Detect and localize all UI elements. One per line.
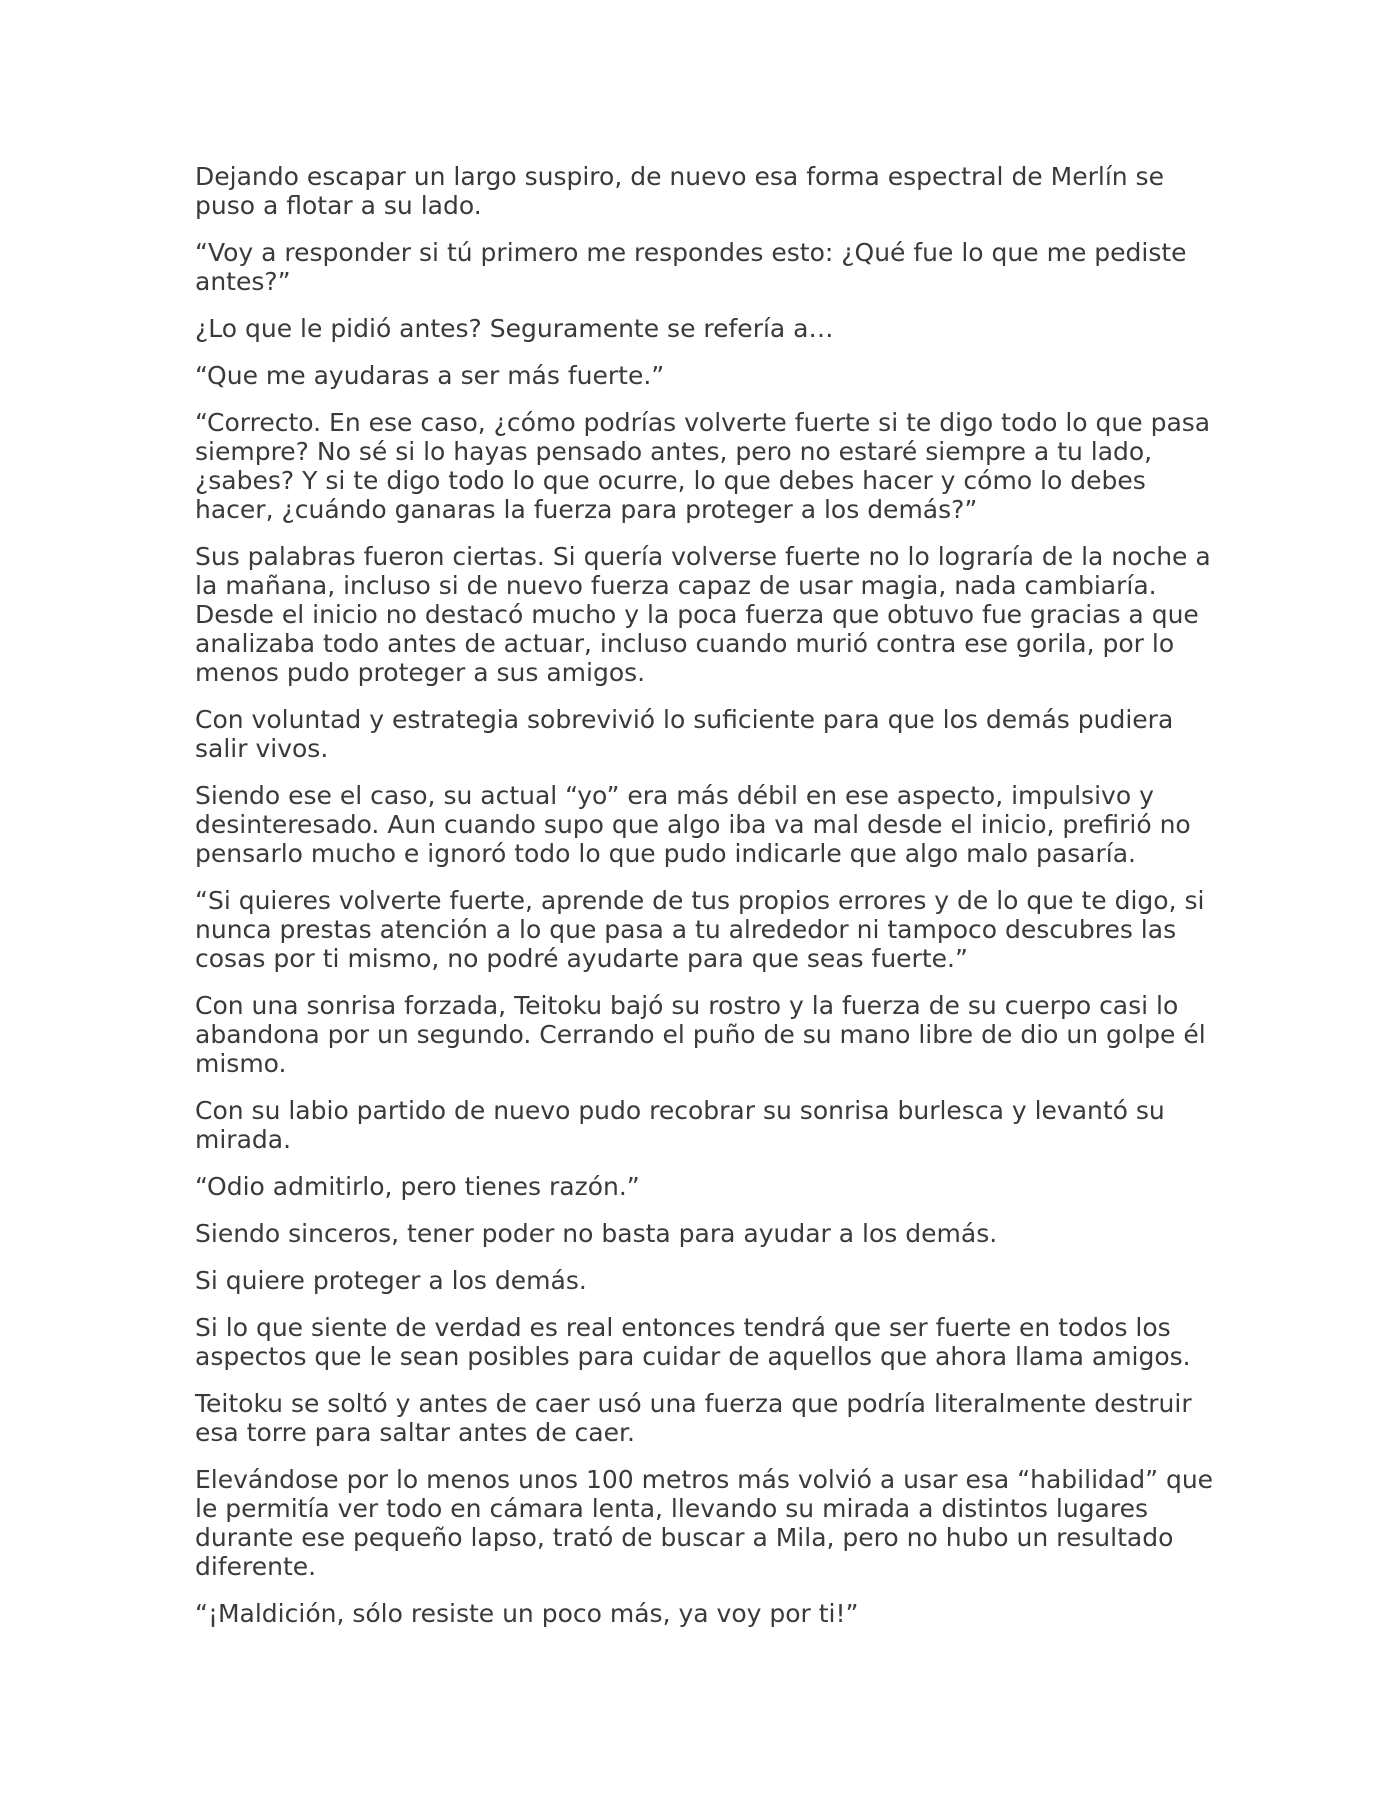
paragraph: ¿Lo que le pidió antes? Seguramente se refería a… — [195, 314, 834, 343]
paragraph: Con una sonrisa forzada, Teitoku bajó su rostro y la fuerza de su cuerpo casi lo abandona por un segundo. Cerrando el puño de su mano libre de dio un golpe él mismo. — [195, 991, 1206, 1078]
paragraph: Sus palabras fueron ciertas. Si quería volverse fuerte no lo lograría de la noche a la mañana, incluso si de nuevo fuerza capaz de usar magia, nada cambiaría. Desde el inicio no destacó mucho y la poca fuerza que obtuvo fue gracias a que analizaba todo antes de actuar, incluso cuando murió contra ese gorila, por lo menos pudo proteger a sus amigos. — [195, 542, 1211, 687]
document-page — [195, 162, 1215, 1646]
paragraph: Siendo sinceros, tener poder no basta para ayudar a los demás. — [195, 1219, 998, 1248]
paragraph: Elevándose por lo menos unos 100 metros más volvió a usar esa “habilidad” que le permitía ver todo en cámara lenta, llevando su mirada a distintos lugares durante ese pequeño lapso, trató de buscar a Mila, pero no hubo un resultado diferente. — [195, 1465, 1214, 1581]
paragraph: Con su labio partido de nuevo pudo recobrar su sonrisa burlesca y levantó su mirada. — [195, 1096, 1165, 1154]
paragraph: Dejando escapar un largo suspiro, de nuevo esa forma espectral de Merlín se puso a flotar a su lado. — [195, 162, 1164, 220]
paragraph: “Odio admitirlo, pero tienes razón.” — [195, 1172, 640, 1201]
paragraph: Teitoku se soltó y antes de caer usó una fuerza que podría literalmente destruir esa torre para saltar antes de caer. — [195, 1389, 1192, 1447]
paragraph: “Si quieres volverte fuerte, aprende de tus propios errores y de lo que te digo, si nunca prestas atención a lo que pasa a tu alrededor ni tampoco descubres las cosas por ti mismo, no podré ayudarte para que seas fuerte.” — [195, 886, 1205, 973]
paragraph: Con voluntad y estrategia sobrevivió lo suficiente para que los demás pudiera salir vivos. — [195, 705, 1174, 763]
paragraph: “Que me ayudaras a ser más fuerte.” — [195, 361, 665, 390]
paragraph: Siendo ese el caso, su actual “yo” era más débil en ese aspecto, impulsivo y desinteresado. Aun cuando supo que algo iba va mal desde el inicio, prefirió no pensarlo mucho e ignoró todo lo que pudo indicarle que algo malo pasaría. — [195, 781, 1191, 868]
paragraph: Si lo que siente de verdad es real entonces tendrá que ser fuerte en todos los aspectos que le sean posibles para cuidar de aquellos que ahora llama amigos. — [195, 1313, 1191, 1371]
paragraph: “Correcto. En ese caso, ¿cómo podrías volverte fuerte si te digo todo lo que pasa siempre? No sé si lo hayas pensado antes, pero no estaré siempre a tu lado, ¿sabes? Y si te digo todo lo que ocurre, lo que debes hacer y cómo lo debes hacer, ¿cuándo ganaras la fuerza para proteger a los demás?” — [195, 408, 1211, 524]
paragraph: Si quiere proteger a los demás. — [195, 1266, 587, 1295]
paragraph: “Voy a responder si tú primero me respondes esto: ¿Qué fue lo que me pediste antes?” — [195, 238, 1187, 296]
paragraph: “¡Maldición, sólo resiste un poco más, ya voy por ti!” — [195, 1599, 859, 1628]
